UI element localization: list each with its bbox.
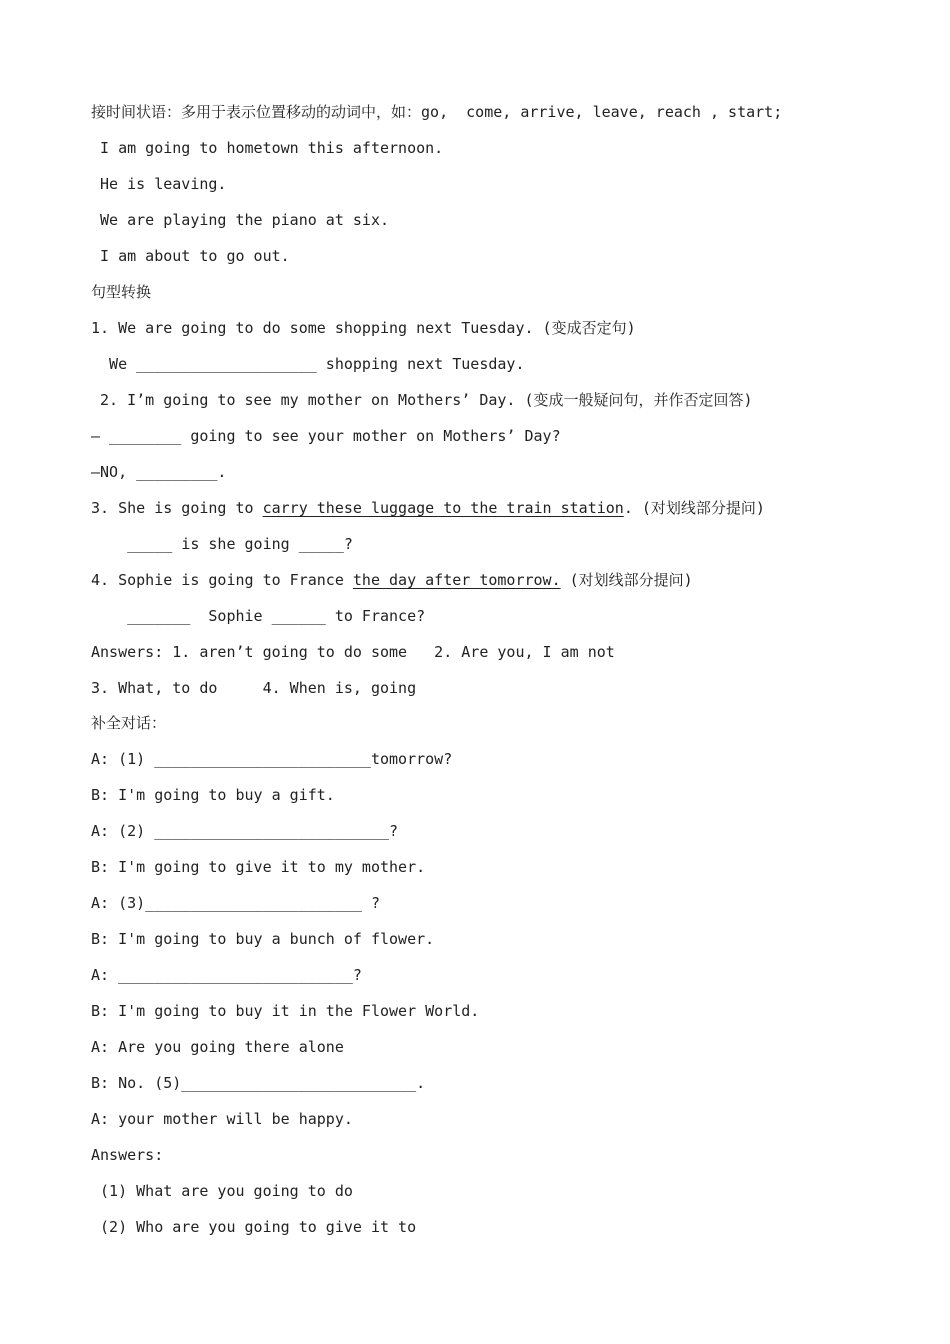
- exercise-question: [91, 498, 765, 518]
- question-instruction: (对划线部分提问): [560, 571, 693, 589]
- exercise-blank-line: _______ Sophie ______ to France?: [91, 607, 426, 625]
- example-sentence: I am about to go out.: [91, 247, 290, 265]
- underlined-phrase: the day after tomorrow.: [352, 571, 561, 589]
- dialogue-line: B: I'm going to buy a bunch of flower.: [91, 930, 435, 948]
- dialogue-line: A: your mother will be happy.: [91, 1110, 353, 1128]
- question-text: 4. Sophie is going to France: [91, 571, 353, 589]
- answers-heading: Answers:: [91, 1146, 164, 1164]
- dialogue-line: B: I'm going to buy a gift.: [91, 786, 335, 804]
- section-heading-sentence-transformation: 句型转换: [91, 283, 152, 301]
- exercise-blank-line: — ________ going to see your mother on Mothers’ Day?: [91, 427, 561, 445]
- dialogue-line: A: (1) ________________________tomorrow?: [91, 750, 453, 768]
- example-sentence: He is leaving.: [91, 175, 227, 193]
- exercise-blank-line: _____ is she going _____?: [91, 535, 353, 553]
- dialogue-line: B: I'm going to give it to my mother.: [91, 858, 426, 876]
- example-sentence: I am going to hometown this afternoon.: [91, 139, 444, 157]
- exercise-question: 1. We are going to do some shopping next Tuesday. (变成否定句): [91, 319, 636, 337]
- dialogue-line: A: (2) __________________________?: [91, 822, 399, 840]
- question-text: 3. She is going to: [91, 499, 263, 517]
- dialogue-line: B: I'm going to buy it in the Flower World.: [91, 1002, 480, 1020]
- dialogue-line: A: Are you going there alone: [91, 1038, 344, 1056]
- underlined-phrase: carry these luggage to the train station: [262, 499, 624, 517]
- answers-line: (1) What are you going to do: [91, 1182, 353, 1200]
- time-adverbial-note: 接时间状语：多用于表示位置移动的动词中，如：go, come, arrive, leave, reach , start;: [91, 103, 783, 121]
- answers-line: 3. What, to do 4. When is, going: [91, 679, 417, 697]
- exercise-question: 2. I’m going to see my mother on Mothers’ Day. (变成一般疑问句，并作否定回答): [91, 391, 753, 409]
- dialogue-line: B: No. (5)__________________________.: [91, 1074, 426, 1092]
- exercise-blank-line: —NO, _________.: [91, 463, 227, 481]
- exercise-question: [91, 570, 693, 590]
- example-sentence: We are playing the piano at six.: [91, 211, 390, 229]
- section-heading-complete-dialogue: 补全对话：: [91, 714, 167, 732]
- answers-line: Answers: 1. aren’t going to do some 2. Are you, I am not: [91, 643, 615, 661]
- answers-line: (2) Who are you going to give it to: [91, 1218, 417, 1236]
- dialogue-line: A: (3)________________________ ?: [91, 894, 380, 912]
- dialogue-line: A: __________________________?: [91, 966, 362, 984]
- exercise-blank-line: We ____________________ shopping next Tuesday.: [91, 355, 525, 373]
- question-instruction: . (对划线部分提问): [623, 499, 765, 517]
